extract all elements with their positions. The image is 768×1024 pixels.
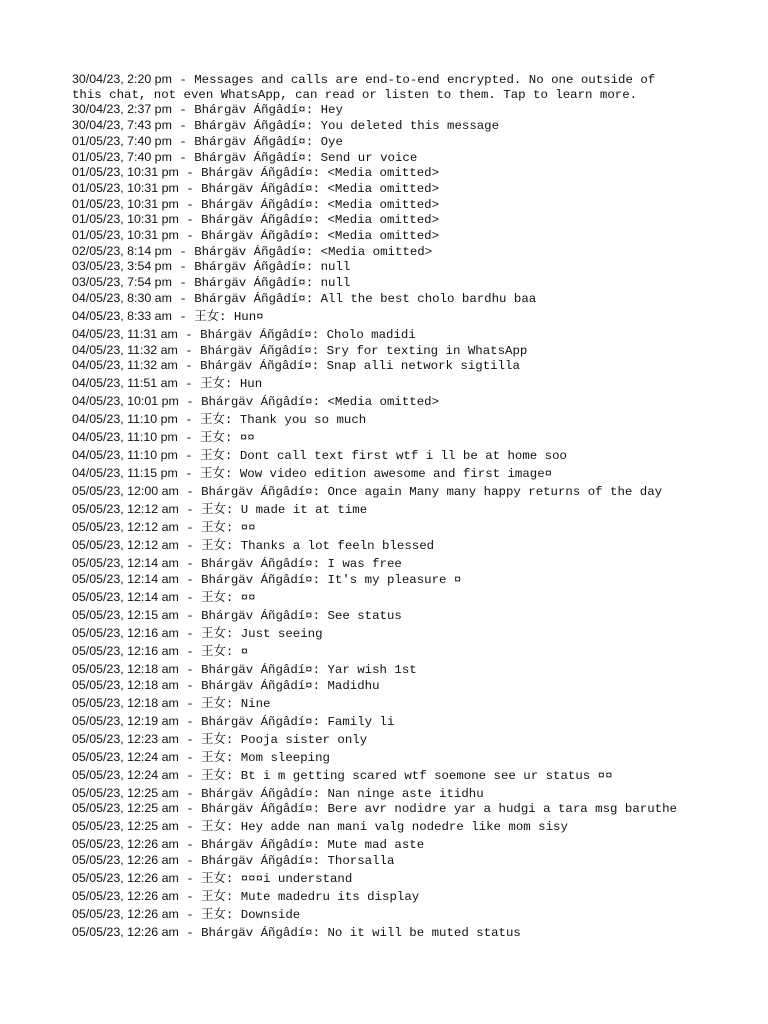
chat-line	[72, 484, 692, 500]
message-text: - Bhárgäv Áñgâdí¤: Hey	[171, 103, 343, 118]
message-text: - Bhárgäv Áñgâdí¤: Send ur voice	[171, 150, 418, 165]
chat-line	[72, 291, 692, 307]
message-text: - Bhárgäv Áñgâdí¤: <Media omitted>	[178, 166, 440, 181]
chat-line	[72, 165, 692, 181]
chat-line	[72, 925, 692, 941]
message-timestamp: 04/05/23, 11:15 pm	[72, 466, 178, 481]
message-text: - 王女: ¤¤	[178, 521, 256, 536]
message-timestamp: 05/05/23, 12:00 am	[72, 484, 179, 499]
chat-line	[72, 343, 692, 359]
message-text: - Bhárgäv Áñgâdí¤: Cholo madidi	[177, 327, 416, 342]
chat-line	[72, 275, 692, 291]
message-text: - Bhárgäv Áñgâdí¤: null	[171, 276, 351, 291]
message-text: - 王女: Downside	[178, 908, 301, 923]
chat-line	[72, 837, 692, 853]
message-text: - Bhárgäv Áñgâdí¤: <Media omitted>	[178, 213, 440, 228]
message-timestamp: 01/05/23, 10:31 pm	[72, 196, 179, 211]
message-timestamp: 04/05/23, 11:10 pm	[72, 412, 178, 427]
message-text: - 王女: U made it at time	[178, 503, 368, 518]
message-text: - Bhárgäv Áñgâdí¤: null	[171, 260, 351, 275]
chat-line	[72, 732, 692, 748]
chat-line	[72, 259, 692, 275]
chat-line	[72, 662, 692, 678]
message-timestamp: 05/05/23, 12:23 am	[72, 731, 179, 746]
chat-line	[72, 102, 692, 118]
chat-line	[72, 644, 692, 660]
message-timestamp: 05/05/23, 12:24 am	[72, 749, 179, 764]
message-text: - 王女: ¤¤¤i understand	[178, 872, 353, 887]
message-timestamp: 04/05/23, 11:32 am	[72, 342, 178, 357]
chat-line	[72, 181, 692, 197]
message-text: - 王女: Pooja sister only	[178, 732, 368, 747]
chat-line	[72, 678, 692, 694]
message-timestamp: 01/05/23, 7:40 pm	[72, 133, 172, 148]
chat-line	[72, 750, 692, 766]
message-timestamp: 01/05/23, 10:31 pm	[72, 228, 179, 243]
message-timestamp: 05/05/23, 12:25 am	[72, 801, 179, 816]
chat-line	[72, 327, 692, 343]
message-timestamp: 05/05/23, 12:12 am	[72, 502, 179, 517]
message-timestamp: 04/05/23, 11:10 pm	[72, 448, 178, 463]
message-text: - Bhárgäv Áñgâdí¤: Nan ninge aste itidhu	[178, 786, 484, 801]
chat-line	[72, 768, 692, 784]
message-text: - Bhárgäv Áñgâdí¤: <Media omitted>	[178, 395, 440, 410]
message-timestamp: 04/05/23, 10:01 pm	[72, 394, 179, 409]
message-text: - 王女: Mute madedru its display	[178, 890, 420, 905]
chat-line	[72, 150, 692, 166]
chat-line	[72, 590, 692, 606]
chat-line	[72, 572, 692, 588]
chat-line	[72, 626, 692, 642]
message-text: - 王女: Thanks a lot feeln blessed	[178, 539, 435, 554]
message-text: - 王女: Hey adde nan mani valg nodedre like mom sisy	[178, 820, 568, 835]
message-timestamp: 05/05/23, 12:26 am	[72, 907, 179, 922]
chat-line	[72, 72, 692, 102]
message-timestamp: 05/05/23, 12:12 am	[72, 520, 179, 535]
message-text: - Bhárgäv Áñgâdí¤: I was free	[178, 557, 402, 572]
message-text: - 王女: ¤	[178, 644, 249, 659]
message-timestamp: 05/05/23, 12:25 am	[72, 785, 179, 800]
message-text: - 王女: ¤¤	[177, 431, 255, 446]
chat-line	[72, 466, 692, 482]
message-timestamp: 05/05/23, 12:24 am	[72, 767, 179, 782]
message-text: - Bhárgäv Áñgâdí¤: Bere avr nodidre yar a hudgi a tara msg baruthe	[178, 802, 677, 817]
chat-line	[72, 801, 692, 817]
message-text: - Bhárgäv Áñgâdí¤: Thorsalla	[178, 854, 395, 869]
message-timestamp: 05/05/23, 12:25 am	[72, 819, 179, 834]
chat-line	[72, 520, 692, 536]
chat-line	[72, 786, 692, 802]
message-text: - 王女: Dont call text first wtf i ll be at home soo	[177, 449, 567, 464]
chat-line	[72, 608, 692, 624]
message-text: - Bhárgäv Áñgâdí¤: Family li	[178, 714, 395, 729]
message-timestamp: 05/05/23, 12:14 am	[72, 571, 179, 586]
chat-line	[72, 556, 692, 572]
chat-line	[72, 118, 692, 134]
message-text: - 王女: Wow video edition awesome and first image¤	[177, 467, 553, 482]
message-timestamp: 05/05/23, 12:26 am	[72, 837, 179, 852]
message-timestamp: 04/05/23, 11:31 am	[72, 326, 178, 341]
chat-line	[72, 309, 692, 325]
message-text: - 王女: Hun	[177, 377, 263, 392]
chat-line	[72, 376, 692, 392]
message-timestamp: 05/05/23, 12:18 am	[72, 661, 179, 676]
message-text: - Bhárgäv Áñgâdí¤: Yar wish 1st	[178, 662, 417, 677]
chat-line	[72, 412, 692, 428]
message-timestamp: 30/04/23, 2:20 pm	[72, 72, 172, 86]
message-text: - Bhárgäv Áñgâdí¤: <Media omitted>	[178, 197, 440, 212]
chat-line	[72, 502, 692, 518]
chat-line	[72, 212, 692, 228]
message-text: - Messages and calls are end-to-end encrypted. No one outside of this chat, not even WhatsApp, can read or listen to them. Tap to learn more.	[72, 73, 663, 102]
message-timestamp: 02/05/23, 8:14 pm	[72, 243, 172, 258]
message-timestamp: 05/05/23, 12:18 am	[72, 695, 179, 710]
message-text: - Bhárgäv Áñgâdí¤: See status	[178, 608, 402, 623]
message-text: - Bhárgäv Áñgâdí¤: Once again Many many happy returns of the day	[178, 485, 663, 500]
message-timestamp: 05/05/23, 12:12 am	[72, 538, 179, 553]
chat-line	[72, 714, 692, 730]
message-timestamp: 05/05/23, 12:16 am	[72, 643, 179, 658]
message-text: - 王女: Thank you so much	[177, 413, 367, 428]
message-timestamp: 04/05/23, 11:51 am	[72, 376, 178, 391]
message-text: - Bhárgäv Áñgâdí¤: <Media omitted>	[171, 244, 433, 259]
message-timestamp: 05/05/23, 12:19 am	[72, 713, 179, 728]
message-text: - Bhárgäv Áñgâdí¤: Madidhu	[178, 678, 380, 693]
chat-line	[72, 134, 692, 150]
message-timestamp: 01/05/23, 10:31 pm	[72, 180, 179, 195]
chat-line	[72, 430, 692, 446]
message-timestamp: 05/05/23, 12:18 am	[72, 677, 179, 692]
message-text: - 王女: Mom sleeping	[178, 750, 330, 765]
message-text: - 王女: Just seeing	[178, 626, 323, 641]
chat-line	[72, 538, 692, 554]
chat-line	[72, 358, 692, 374]
message-timestamp: 04/05/23, 8:33 am	[72, 308, 172, 323]
chat-line	[72, 871, 692, 887]
message-timestamp: 04/05/23, 11:10 pm	[72, 430, 178, 445]
message-timestamp: 05/05/23, 12:14 am	[72, 589, 179, 604]
message-timestamp: 04/05/23, 11:32 am	[72, 358, 178, 373]
chat-line	[72, 448, 692, 464]
message-text: - 王女: Nine	[178, 696, 271, 711]
chat-line	[72, 228, 692, 244]
message-timestamp: 01/05/23, 10:31 pm	[72, 212, 179, 227]
message-timestamp: 05/05/23, 12:14 am	[72, 556, 179, 571]
message-text: - Bhárgäv Áñgâdí¤: Mute mad aste	[178, 838, 425, 853]
message-timestamp: 05/05/23, 12:26 am	[72, 853, 179, 868]
chat-export-document	[72, 72, 692, 941]
message-text: - Bhárgäv Áñgâdí¤: You deleted this message	[171, 119, 500, 134]
message-text: - Bhárgäv Áñgâdí¤: <Media omitted>	[178, 229, 440, 244]
message-timestamp: 05/05/23, 12:26 am	[72, 925, 179, 940]
message-text: - 王女: ¤¤	[178, 590, 256, 605]
chat-line	[72, 696, 692, 712]
message-timestamp: 01/05/23, 10:31 pm	[72, 165, 179, 180]
message-text: - Bhárgäv Áñgâdí¤: Oye	[171, 134, 343, 149]
message-timestamp: 03/05/23, 7:54 pm	[72, 275, 172, 290]
message-timestamp: 05/05/23, 12:26 am	[72, 871, 179, 886]
message-timestamp: 01/05/23, 7:40 pm	[72, 149, 172, 164]
message-timestamp: 05/05/23, 12:16 am	[72, 625, 179, 640]
chat-line	[72, 819, 692, 835]
message-timestamp: 03/05/23, 3:54 pm	[72, 259, 172, 274]
message-text: - 王女: Bt i m getting scared wtf soemone see ur status ¤¤	[178, 768, 613, 783]
message-timestamp: 30/04/23, 2:37 pm	[72, 102, 172, 117]
chat-line	[72, 244, 692, 260]
message-timestamp: 05/05/23, 12:15 am	[72, 607, 179, 622]
message-text: - Bhárgäv Áñgâdí¤: It's my pleasure ¤	[178, 572, 462, 587]
message-timestamp: 30/04/23, 7:43 pm	[72, 118, 172, 133]
chat-line	[72, 853, 692, 869]
message-timestamp: 05/05/23, 12:26 am	[72, 889, 179, 904]
chat-line	[72, 907, 692, 923]
message-timestamp: 04/05/23, 8:30 am	[72, 290, 172, 305]
chat-line	[72, 197, 692, 213]
chat-line	[72, 889, 692, 905]
message-text: - Bhárgäv Áñgâdí¤: Sry for texting in WhatsApp	[177, 343, 528, 358]
message-text: - 王女: Hun¤	[171, 309, 264, 324]
message-text: - Bhárgäv Áñgâdí¤: All the best cholo bardhu baa	[171, 291, 537, 306]
message-text: - Bhárgäv Áñgâdí¤: <Media omitted>	[178, 181, 440, 196]
message-text: - Bhárgäv Áñgâdí¤: No it will be muted status	[178, 926, 521, 941]
message-text: - Bhárgäv Áñgâdí¤: Snap alli network sigtilla	[177, 359, 520, 374]
chat-line	[72, 394, 692, 410]
